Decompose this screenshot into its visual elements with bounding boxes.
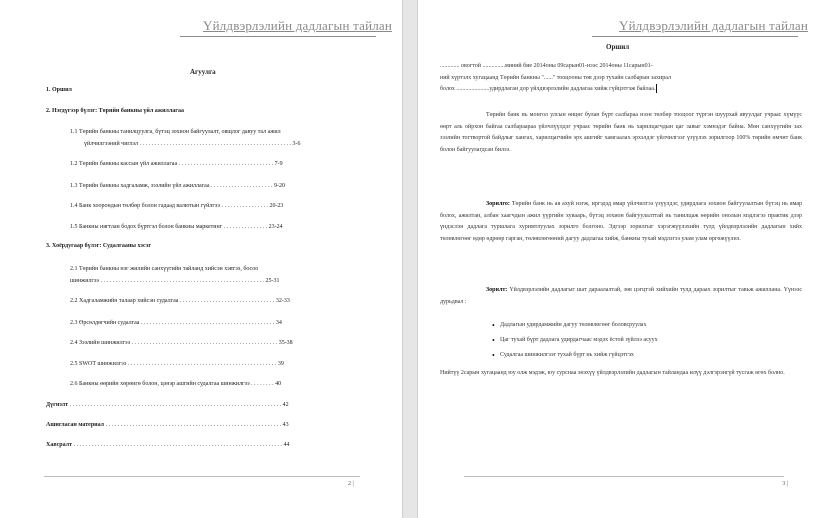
toc-entry[interactable]: 2.2 Хадгаламжийн талаар хийсэн судалгаа . . . . . . . . . . . . . . . . . . . . . . . . . . . . . . . . 32-33 [70,298,290,304]
toc-entry[interactable]: 1.4 Банк хоорондын төлбөр болон гадаад валютын гүйлгээ . . . . . . . . . . . . . . . . 20-23 [70,203,284,209]
toc-entry[interactable]: 1.2 Төрийн банкны кассын үйл ажиллагаа . . . . . . . . . . . . . . . . . . . . . . . . . . . . . . . . 7-9 [70,161,283,167]
bullet-item[interactable]: • Дадлагын удирдамжийн дагуу төлөвлөгөөг боловсруулах [500,322,646,328]
document-page-2 [0,0,402,518]
toc-entry[interactable]: Ашигласан материал . . . . . . . . . . . . . . . . . . . . . . . . . . . . . . . . . . . . . . . . . . . . . . . . . . . . . . . . . . . 43 [46,422,289,428]
page-header-title: Үйлдвэрлэлийн дадлагын тайлан [203,18,393,33]
goal-paragraph[interactable]: Зорилго: Төрийн банк нь ая ахуй нэгж, иргэдэд ямар үйлчилгээ үзүүлдэг, удирдлага зохион байгуулалтын бүтэц нь ямар болох, ажилтан, албан хаагчдын ажил үүргийн хуваарь, бүтэц зохион байгуулалттай нь танилцаж өөрийн онолын мэдлэгээ практик дээр үндэслэн дадлага туршлага хуримтлуулах зорилго болгоно. Эдгээр зорилгыг хэрэгжүүлэхийн тулд үйлдвэрлэлийн дадлагын хийх төлөвлөгөөг өдөр өдрөөр гарган, төлөвлөгөөний дагуу дадлагаа хийж, банкны тухай мэдлэгээ улам улам өргөжүүлнэ. [440,201,802,242]
page-number: 2 | [348,481,354,487]
text-line: болох ......................удирдлаган дор үйлдвэрлэлийн дадлагаа хийж гүйцэтгэж байлаа. [440,86,656,92]
toc-entry[interactable]: 3. Хоёрдугаар бүлэг: Судалгааны хэсэг [46,243,152,249]
toc-entry[interactable]: 2.4 Зээлийн шинжилгээ . . . . . . . . . . . . . . . . . . . . . . . . . . . . . . . . . . . . . . . . . . . . . . . . . 35-38 [70,340,293,346]
text-line: ............. овогтой ...............миний бие 2014оны 09сарын01-нээс 2014оны 11сарын01- [440,63,653,69]
toc-heading: Агуулга [190,68,216,76]
toc-entry[interactable]: Дүгнэлт . . . . . . . . . . . . . . . . . . . . . . . . . . . . . . . . . . . . . . . . . . . . . . . . . . . . . . . . . . . . . . . . . . . . . . . 42 [46,402,289,408]
intro-paragraph[interactable] [440,61,802,96]
toc-entry[interactable]: Хавсралт . . . . . . . . . . . . . . . . . . . . . . . . . . . . . . . . . . . . . . . . . . . . . . . . . . . . . . . . . . . . . . . . . . . . . . 44 [46,442,290,448]
bullet-item[interactable]: • Цаг тухай бүрт дадлага удирдагчаас мэдэх ёстой зүйлээ асуух [500,337,658,343]
footer-divider [464,476,784,477]
body-paragraph[interactable]: Төрийн банк нь монгол улсын өнцөг булан бүрт салбараа нээн төлбөр тооцоог түргэн шуурхай явуулдаг учраас хүмүүс өөрт аль ойрхон байгаа салбараараа үйлчлүүлдэг учраас төрийн банк нь харилцагчдын цаг завыг хэмнэдэг байна. Мөн санхүүгийн зах зээлийн тогтвортой байдлыг хангах, харилцагчийн эрх ашгийг хамгаалах эрхэлдэг үйлчилгээг үзүүлэх зорилгоор 100% төрийн өмчит банк болон байгуулагдсан билээ. [440,112,802,153]
objective-label: Зорилт: [486,287,508,293]
goal-label: Зорилго: [486,201,510,207]
footer-divider [44,476,360,477]
header-divider [180,36,376,37]
toc-entry[interactable]: 2.3 Өрсөлдөгчийн судалгаа . . . . . . . . . . . . . . . . . . . . . . . . . . . . . . . . . . . . . . . . . . . . . 34 [70,320,282,326]
toc-entry[interactable]: 1.3 Төрийн банкны хадгаламж, зээлийн үйл ажиллагаа . . . . . . . . . . . . . . . . . . . . . 9-20 [70,183,285,189]
toc-entry[interactable]: 1.5 Банкны нягтлан бодох бүртгэл болон банкны маркетинг . . . . . . . . . . . . . . . 23-24 [70,224,283,230]
toc-entry[interactable]: 2.1 Төрийн банкны нэг жилийн санхүүгийн тайланд хийсэн хэвтээ, босоо [70,266,259,272]
text-cursor [656,84,657,93]
toc-entry[interactable]: шинжилгээ . . . . . . . . . . . . . . . . . . . . . . . . . . . . . . . . . . . . . . . . . . . . . . . . . . . . . . . 25-31 [70,278,280,284]
toc-entry[interactable]: 2.6 Банкны өөрийн хөрөнгө болон, цэнэр ашгийн судалгаа шинжилгээ . . . . . . . . 40 [70,381,282,387]
closing-paragraph[interactable]: Нийтүү 2сарын хугацаанд юу олж мэдэж, юу сурснаа энэхүү үйлдвэрлэлийн дадлагын тайландаа илүү дэлгэрэнгүй тусгаж өгөх болно. [440,370,785,376]
toc-entry[interactable]: 2. Нэгдүгээр бүлэг: Төрийн банкны үйл ажиллагаа [46,108,185,114]
toc-entry[interactable]: 2.5 SWOT шинжилгээ . . . . . . . . . . . . . . . . . . . . . . . . . . . . . . . . . . . . . . . . . . . . . . . . . . 39 [70,361,284,367]
objective-paragraph[interactable]: Зорилт: Үйлдвэрлэлийн дадлагыг шат дараалалтай, зөв цэгцтэй хийхийн тулд дараах зорилтыг тавьж ажиллана. Үүнээс дурьдвал : [440,287,802,305]
document-page-3 [418,0,823,518]
text-line: ний хүртэлх хугацаанд Төрийн банкны "......" тооцооны төв дээр тухайн салбарын захирал [440,74,671,81]
page-gutter [402,0,418,518]
header-divider [592,36,798,37]
page-header-title: Үйлдвэрлэлийн дадлагын тайлан [619,18,809,33]
toc-entry[interactable]: 1.1 Төрийн банкны танилцуулга, бүтэц зохион байгуулалт, овщлог давуу тал ажил [70,129,281,135]
page-number: 3 | [782,481,788,487]
bullet-item[interactable]: • Судалгаа шинжилгээг тухай бүрт нь хийж гүйцэтгэх [500,352,634,358]
toc-entry[interactable]: 1. Оршил [46,87,72,93]
section-heading-intro: Оршил [606,43,630,51]
toc-entry[interactable]: үйлчилгээний чиглэл . . . . . . . . . . . . . . . . . . . . . . . . . . . . . . . . . . . . . . . . . . . . . . . . . . . 3-6 [84,141,301,147]
